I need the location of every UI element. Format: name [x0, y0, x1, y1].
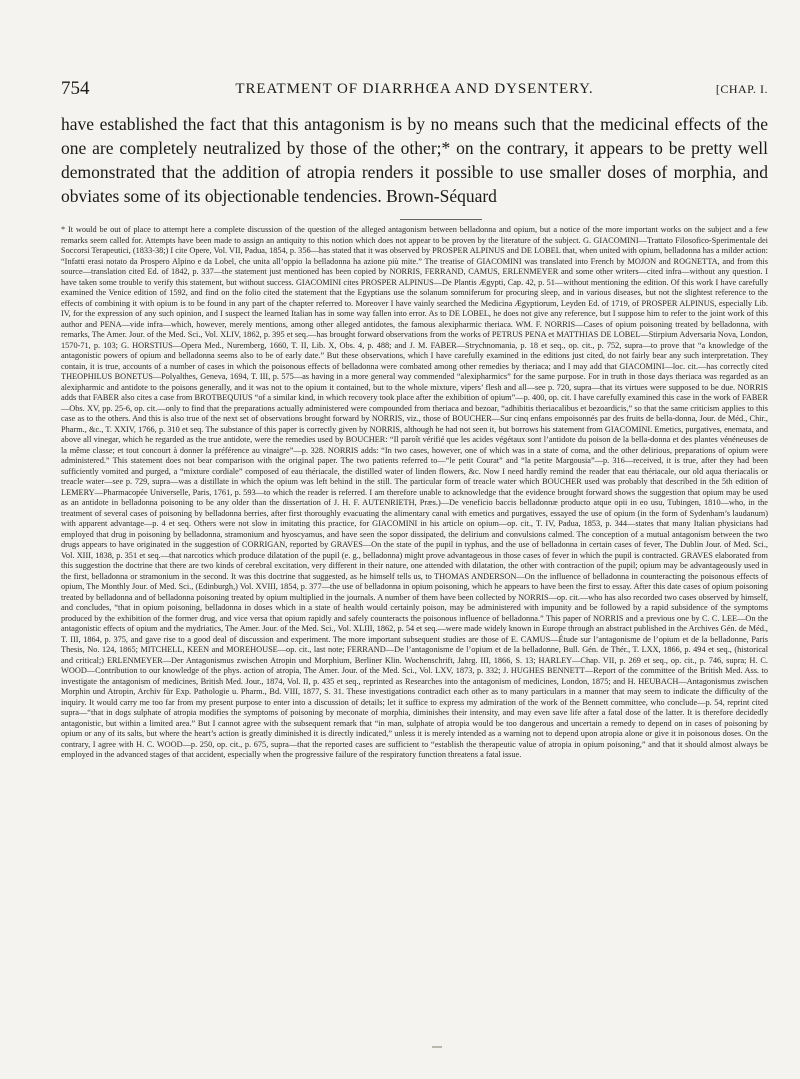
body-paragraph: have established the fact that this antagonism is by no means such that the medicinal effects of the one are completely neutralized by those of the other;* on the contrary, it appears to be pretty well demonstrated that the addition of atropia renders it possible to use smaller doses of morphia, and obviates some of its objectionable tendencies. Brown-Séquard	[61, 114, 768, 206]
footnote-text: * It would be out of place to attempt here a complete discussion of the question of the alleged antagonism between belladonna and opium, but a notice of the more important works on the subject and a few remarks seem called for. Attempts have been made to assign an antiquity to this notion which does not appear to be proven by the literature of the subject. G. GIACOMINI—Trattato Filosofico-Sperimentale dei Soccorsi Terapeutici, (1833-38;) I cite Opere, Vol. VII, Padua, 1854, p. 356—has stated that it was observed by PROSPER ALPINUS and DE LOBEL that, when united with opium, belladonna has a milder action: “Infatti erasi notato da Prospero Alpino e da Lobel, che unita all’oppio la belladonna ha azione più mite.” The treatise of GIACOMINI was translated into French by MOJON and ROGNETTA, and from this source—translation cited Ed. of 1842, p. 337—the statement just mentioned has been copied by NORRIS, FERRAND, CAMUS, ERLENMEYER and some other writers—cited infra—without any question. I have taken some trouble to verify this statement, but without success. GIACOMINI cites PROSPER ALPINUS—De Plantis Ægypti, Cap. 42, p. 51—without mentioning the edition. Of this work I have carefully examined the Venice edition of 1592, and find on the folio cited the statement that the Egyptians use the solanum somniferum for procuring sleep, and in various diseases, but not the slightest reference to the effects of combining it with opium is to be found in any part of the chapter referred to. Moreover I have vainly searched the Medicina Ægyptiorum, Leyden Ed. of 1719, of PROSPER ALPINUS, especially Lib. IV, for the expression of any such opinion, and I suspect the learned Italian has in some way fallen into error. As to DE LOBEL, he does not give any reference, but I suppose him to refer to the joint work of this author and PENA—vide infra—which, however, merely mentions, among other alleged antidotes, the famous alexipharmic theriaca. WM. F. NORRIS—Cases of opium poisoning treated by belladonna, with remarks, The Amer. Jour. of the Med. Sci., Vol. XLIV, 1862, p. 395 et seq.—has brought forward observations from the works of PETRUS PENA et MATTHIAS DE LOBEL—Stirpium Adversaria Nova, London, 1570-71, p. 103; G. HORSTIUS—Opera Med., Nuremberg, 1660, T. II, Lib. X, Obs. 4, p. 488; and J. M. FABER—Strychnomania, p. 18 et seq., op. cit., p. 752, supra—to prove that “a knowledge of the antagonistic powers of opium and belladonna seems also to be of early date.” But these observations, which I have carefully examined in the editions just cited, do not fairly bear any such interpretation. They contain, it is true, accounts of a number of cases in which the poisonous effects of belladonna were combated among other remedies by theriaca; and I may add that GIACOMINI—loc. cit.—has correctly cited THEOPHILUS BONETUS—Polyalthes, Geneva, 1694, T. III, p. 575—as having in a more general way commended “alexipharmics” for the same purpose. For in truth in those days theriaca was regarded as an alexipharmic and antidote to the poisons generally, and it was not to the opium it contained, but to the whole mixture, vipers’ flesh and all—see p. 720, supra—that its virtues were supposed to be due. NORRIS adds that FABER also cites a case from BROTBEQUIUS “of a similar kind, in which recovery took place after the exhibition of opium”—p. 400, op. cit. I have carefully examined this case in the work of FABER—Obs. XV, pp. 25-6, op. cit.—only to find that the preparations actually administered were compounded from theriaca and bezoar, “adhibitis theriacalibus et bezoardicis,” so that the same criticism applies to this case as to the others. And this is also true of the next set of observations brought forward by NORRIS, viz., those of BOUCHER—Sur cinq enfans empoisonnés par des fruits de bella-donna, Jour. de Méd., Chir., Pharm., &c., T. XXIV, 1766, p. 310 et seq. The substance of this paper is correctly given by NORRIS, although he had not seen it, but borrows his statement from GIACOMINI. Emetics, purgatives, enemata, and above all vinegar, which he regarded as the true antidote, were the remedies used by BOUCHER: “Il paroît vérifié que les acides végétaux sont l’antidote du poison de la bella-donna et des plantes vénéneuses de la même classe; et tout concourt à donner la préférence au vinaigre”—p. 328. NORRIS adds: “In two cases, however, one of which was in a state of coma, and the other delirious, preparations of opium were administered.” This statement does not bear comparison with the original paper. The two patients referred to—“le petit Courat” and “la petite Margousia”—p. 316—received, it is true, after they had been sufficiently vomited and purged, a “mixture cordiale” composed of eau thériacale, the distilled water of linden flowers, &c. Now I need hardly remind the reader that eau thériacale, our old aqua theriacalis or treacle water—see p. 729, supra—was a distillate in which the opium was left behind in the still. The particular form of treacle water which BOUCHER used was probably that described in the 5th edition of LEMERY—Pharmacopée Universelle, Paris, 1761, p. 593—to which the reader is referred. I am therefore unable to acknowledge that the evidence brought forward shows the suggestion that opium may be used as an antidote in belladonna poisoning to be any older than the dissertation of J. H. F. AUTENRIETH, Præs.)—De veneficio baccis belladonnæ producto atque opii in eo usu, Tubingen, 1810—who, in the treatment of several cases of poisoning by belladonna berries, after first thoroughly evacuating the alimentary canal with emetics and purgatives, essayed the use of opium (in the form of Sydenham’s laudanum) with apparent advantage—p. 4 et seq. Others were not slow in imitating this practice, for GIACOMINI in his article on opium—op. cit., T. IV, Padua, 1853, p. 344—states that many Italian physicians had employed that drug in poisoning by belladonna, stramonium and hyoscyamus, and have seen the sopor dissipated, the delirium and convulsions calmed. The conception of a mutual antagonism between the two drugs appears to have originated in the suggestion of CORRIGAN, reported by GRAVES—On the state of the pupil in typhus, and the use of belladonna in certain cases of fever, The Dublin Jour. of Med. Sci., Vol. XIII, 1838, p. 351 et seq.—that narcotics which produce dilatation of the pupil (e. g., belladonna) might prove advantageous in those cases of fever in which the pupil is contracted. GRAVES elaborated from this suggestion the doctrine that there are two kinds of cerebral excitation, very different in their nature, one attended with dilatation, the other with contraction of the pupil; opium may be advantageously used in the first, belladonna or stramonium in the second. It was this doctrine that suggested, as he himself tells us, to THOMAS ANDERSON—On the influence of belladonna in counteracting the poisonous effects of opium, The Monthly Jour. of Med. Sci., (Edinburgh,) Vol. XVIII, 1854, p. 377—the use of belladonna in opium poisoning, which he appears to have been the first to essay. After this date cases of opium poisoning treated by belladonna and of belladonna poisoning treated by opium multiplied in the journals. A number of them have been collected by NORRIS—op. cit.—who has also recorded two cases observed by himself, and concludes, “that in opium poisoning, belladonna in doses which in a state of health would certainly poison, may be administered with impunity and be followed by a rapid subsidence of the symptoms produced by the exhibition of the former drug, and vice versa that opium rapidly and safely counteracts the poisonous influence of belladonna.” This paper of NORRIS and a previous one by C. C. LEE—On the antagonistic effects of opium and the mydriatics, The Amer. Jour. of the Med. Sci., Vol. XLIII, 1862, p. 54 et seq.—were made widely known in Europe through an abstract published in the Archives Gén. de Méd., T. III, 1864, p. 375, and gave rise to a good deal of discussion and experiment. The more important subsequent studies are those of E. CAMUS—Étude sur l’antagonisme de l’opium et de la belladonne, Paris Thesis, No. 124, 1865; MITCHELL, KEEN and MOREHOUSE—op. cit., last note; FERRAND—De l’antagonisme de l’opium et de la belladonne, Bull. Gén. de Thér., T. LXX, 1866, p. 494 et seq., (historical and critical;) ERLENMEYER—Der Antagonismus zwischen Atropin und Morphium, Berliner Klin. Wochenschrift, Jahrg. III, 1866, S. 13; HARLEY—Chap. VII, p. 269 et seq., op. cit., p. 746, supra; H. C. WOOD—Contribution to our knowledge of the phys. action of atropia, The Amer. Jour. of the Med. Sci., Vol. LXV, 1873, p. 332; J. HUGHES BENNETT—Report of the committee of the British Med. Ass. to investigate the antagonism of medicines, British Med. Jour., 1874, Vol. II, p. 435 et seq., reprinted as Researches into the antagonism of medicines, London, 1875; and H. HEUBACH—Antagonismus zwischen Morphin und Atropin, Archiv für Exp. Pathologie u. Pharm., Bd. VIII, 1877, S. 31. These investigations contradict each other as to many particulars in a manner that may seem to indicate the difficulty of the inquiry. It would carry me too far from my present purpose to enter into a discussion of details; let it suffice to express my admiration of the work of the Bennett committee, who conclude—p. 54, reprint cited supra—“that in dogs sulphate of atropia modifies the symptoms of poisoning by meconate of morphia, diminishes their intensity, and may even save life after a fatal dose of the latter. It is therefore decidedly antagonistic, but within a limited area.” But I cannot agree with the subsequent remark that “in man, sulphate of atropia would be too dangerous and uncertain a remedy to depend on in cases of poisoning by opium or any of its salts, but where the heart’s action is greatly diminished it is directly indicated,” unless it is merely intended as a warning not to depend upon atropia alone or give it in poisonous doses. On the contrary, I agree with H. C. WOOD—p. 250, op. cit., p. 675, supra—that the reported cases are sufficient to “establish the therapeutic value of atropia in opium poisoning,” and that it should almost always be employed in the advanced stages of that accident, especially when the progressive failure of the respiratory function threatens a fatal issue.	[61, 225, 768, 759]
page-header	[61, 78, 768, 104]
running-title: TREATMENT OF DIARRHŒA AND DYSENTERY.	[235, 81, 594, 97]
chapter-label: [CHAP. I.	[715, 82, 768, 96]
scan-mark	[432, 1046, 442, 1048]
footnote-rule	[400, 219, 482, 220]
page-number: 754	[61, 78, 90, 99]
